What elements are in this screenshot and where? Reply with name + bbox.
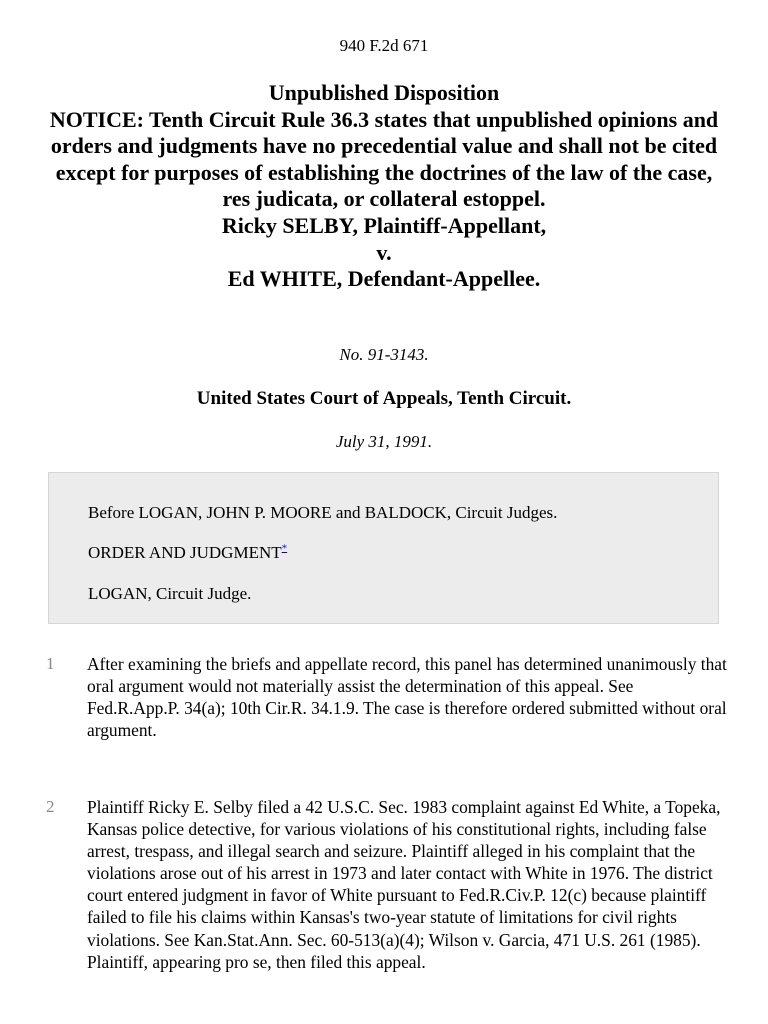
paragraph-number: 2 [46,797,55,816]
order-label: ORDER AND JUDGMENT [88,543,282,562]
case-title-block [40,80,728,293]
order-and-judgment-heading [88,543,287,563]
decision-date: July 31, 1991. [335,432,433,451]
paragraph-text: After examining the briefs and appellate record, this panel has determined unanimously that oral argument would not materially assist the determination of this appeal. See Fed.R.App.P. 34(a); 10th Cir.R. 34.1.9. The case is therefore ordered submitted without oral argument. [87,654,727,741]
court-name: United States Court of Appeals, Tenth Circuit. [196,388,572,409]
versus: v. [376,239,392,265]
authoring-judge: LOGAN, Circuit Judge. [88,584,252,603]
opinion-header-box [48,472,719,624]
disposition-heading: Unpublished Disposition [268,80,500,105]
docket-number: No. 91-3143. [339,345,429,364]
footnote-link[interactable]: * [281,542,288,555]
paragraph-text: Plaintiff Ricky E. Selby filed a 42 U.S.C. Sec. 1983 complaint against Ed White, a Topeka, Kansas police detective, for various violations of his constitutional rights, including false arrest, trespass, and illegal search and seizure. Plaintiff alleged in his complaint that the violations arose out of his arrest in 1973 and later contact with White in 1976. The district court entered judgment in favor of White pursuant to Fed.R.Civ.P. 12(c) because plaintiff failed to file his claims within Kansas's two-year statute of limitations for civil rights violations. See Kan.Stat.Ann. Sec. 60-513(a)(4); Wilson v. Garcia, 471 U.S. 261 (1985). Plaintiff, appearing pro se, then filed this appeal. [87,797,721,972]
plaintiff-party: Ricky SELBY, Plaintiff-Appellant, [221,212,547,238]
citation: 940 F.2d 671 [339,36,429,55]
rule-notice: NOTICE: Tenth Circuit Rule 36.3 states that unpublished opinions and orders and judgments have no precedential value and shall not be cited except for purposes of establishing the doctrines of the law of the case, res judicata, or collateral estoppel. [49,106,719,212]
paragraph-number: 1 [46,654,55,673]
defendant-party: Ed WHITE, Defendant-Appellee. [227,266,541,292]
panel-judges: Before LOGAN, JOHN P. MOORE and BALDOCK, Circuit Judges. [88,503,558,522]
